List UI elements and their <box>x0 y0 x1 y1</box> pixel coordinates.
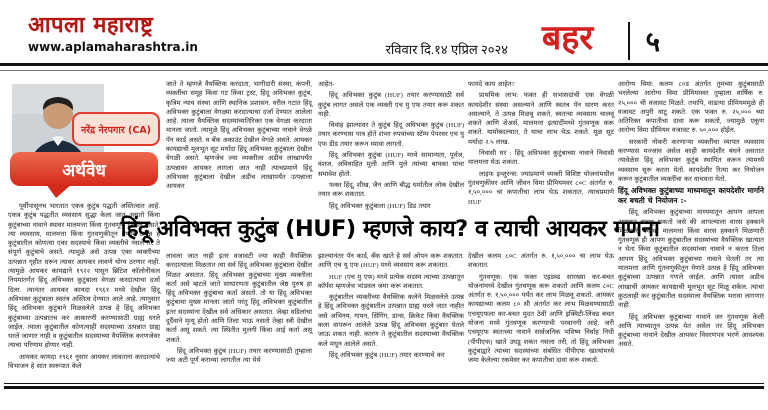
page-number: ५ <box>645 25 660 58</box>
article-column-3-top <box>318 80 464 210</box>
article-paragraph: पूर्वीपासूनच भारतात एकत्र कुटुंब पद्धती अस्तित्वात आहे. एकत्र कुटुंब पद्धतीत व्यवसाय सुद्धा केला जात असतो किंवा कुटुंबाच्या नावाने स्थावर मालमत्ता किंवा गुंतवणूक देखील असते. त्या व्यवसाय, मालमत्ता किंवा गुंतवणुकीतून येणारे उत्पन्न हे कुटुंबातील कोणत्या एका सदस्याचे किंवा व्यक्तीचे नसले तर ते संपूर्ण कुटुंबाचे असते. त्यामुळे असे उत्पन्न एका व्यक्तीच्या उत्पन्नात गृहीत धरून त्यावर आयकर लावणे योग्य ठरणार नाही. त्यामुळे आयकर कायद्याने १९२२ पासून ब्रिटिश कॉलोनीकल नियमांतर्गत हिंदू अविभक्त कुटुंबाला वेगळा करदात्याचा दर्जा दिला. त्यानंतर आयकर कायदा १९६१ मध्ये देखील हिंदू अविभक्त कुटुंबाला स्वतंत्र अस्तित्व देण्यात आले आहे. त्यानुसार हिंदू अविभक्त कुटुंबाने मिळवलेले उत्पन्न हे हिंदू अविभक्त कुटुंबाच्या उत्पन्नातच कर आकारणी करण्यासाठी ग्राह्य धरले जाईल. त्याला कुटुंबातील कोणत्याही सदस्याच्या उत्पन्नात ग्राह्य धरले जाणार नाही व कुटुंबातील सदस्याच्या वैयक्तिक करणजेवर त्याचा परिणाम होणार नाही. <box>8 203 160 350</box>
page-number-divider <box>628 22 630 60</box>
column-title-badge <box>10 152 158 186</box>
article-paragraph: लाइफ इन्शुरन्स: ज्याप्रमाणे व्यक्ती विशिष्ट योजनांमधील गुंतवणुकीवर आणि जीवन विमा प्रीमियमवर ८०C अंतर्गत रु. १,५०,००० चा कपातीचा लाभ घेऊ शकतात, त्याचप्रमाणे HUF <box>468 170 614 206</box>
article-column-2-top <box>166 80 312 204</box>
article-paragraph: हिंदू अविभक्त कुटुंबाच्या माध्यमातून आपण आपला आयकर वाचवू शकतो जसे की आपल्याला वारस हक्काने मिळणारी स्थावर मालमत्ता किंवा वारस हक्काने मिळणारी गुंतवणूक ही आपण कुटुंबातील सदस्यांच्या वैयक्तिक खात्यात न घेता किंवा कुटुंबातील सदस्यांच्या नावाने न करता तिला आपण हिंदू अविभक्त कुटुंबाच्या नावाने घेतली तर त्या मालमत्ता आणि गुंतवणुकीतून येणारे उत्पन्न हे हिंदू अविभक्त कुटुंबाच्या उत्पन्नात गणले जाईल. आणि त्यावर अडीच लाखाची आयकर कायद्याची मूलभूत सूट मिळू शकेल. त्याचा कुठलाही कर कुटुंबातील सदस्याला वैयक्तिक भरावा लागणार नाही. <box>618 209 764 310</box>
article-column-5 <box>618 80 764 383</box>
author-block <box>8 80 160 198</box>
article-paragraph: फायदे काय आहेत? <box>468 81 515 88</box>
article-paragraph: गुंतवणूक: एक फक्त एइडब्ड सारख्या कर-बचत योजनांमध्ये देखील गुंतवणूक करू शकतो आणि कलम ८०C अंतर्गत रु. १,५०,००० पर्यंत कर लाभ मिळवू शकतो. आयकर कायद्याच्या कलम ८० सी अंतर्गत कर लाभ मिळवण्यासाठी एचयूएफला कर-बचत मुदत ठेवी आणि इक्विटी-लिंक्ड बचत योजना मध्ये गुंतवणूक करण्याची परवानगी आहे. जरी एचयूएफ स्वतःच्या नावाने सार्वजनिक भविष्य निर्वाह निधी (पीपीएफ) खाते उघडू शकत नसला तरी, तो हिंदू अविभक्त कुटुंबाद्वारे त्याच्या सदस्यांच्या संबंधित पीपीएफ खात्यांमध्ये जमा केलेल्या रकमेवर कर कपातीचा दावा करू शकतो. <box>468 273 614 365</box>
article-paragraph: हिंदू अविभक्त कुटुंब (HUF) तयार करण्यासाठी तुम्हाला ज्या अटी पूर्ण कराव्या लागतील त्या येथे <box>166 347 312 365</box>
author-name-badge <box>72 112 160 146</box>
article-paragraph: हिंदू अविभक्त कुटुंबाला (HUF) डिड तयार <box>329 202 431 210</box>
masthead <box>28 14 198 54</box>
masthead-title: आपला महाराष्ट्र <box>28 13 154 38</box>
article-paragraph: कुटुंबातील व्यक्तीच्या वैयक्तिक कलेने मिळवलेले उत्पन्न हे हिंदू अविभक्त कुटुंबातील उत्पन्नात ग्राह्य धरले जात नाहीत जसे अभिनय, गायन, सिंगिंग, डान्स, क्रिकेट किंवा वैयक्तिक कला वापरून आलेले उत्पन्न हिंदू अविभक्त कुटुंबात घेतले जाऊ शकत नाही. कारण ते कुटुंबातील सदस्याच्या वैयक्तिक कले मधून आलेले असते. <box>318 294 464 348</box>
article-headline: हिंदू अविभक्त कुटुंब (HUF) म्हणजे काय? व त्याची आयकर गणना <box>166 204 614 250</box>
article-paragraph: सरकारी नोकरी करणाऱ्या व्यक्तींचा व्यापार व्यवसाय करण्यास मज्जाव असेल काही कायदेशीर बंधने असतात त्यावेळेस हिंदू अविभक्त कुटुंब स्थापित करून त्यामध्ये व्यवसाय सुरू करता येतो. कायदेशीर रित्या कर नियोजन करून कुटुंबातील व्यक्तींचा कर वाचवता येतो. <box>618 138 764 183</box>
article-column-2-bottom <box>166 252 312 383</box>
footer-rule-thick <box>4 386 764 389</box>
article-paragraph: लावला जात नाही इतर वजावटी ज्या काही वैयक्तिक करदात्याला मिळतात त्या सर्व हिंदू अविभक्त कुटुंबाला देखील मिळत असतात. हिंदू अविभक्त कुटुंबाच्या मुख्य व्यक्तीला कर्ता असे म्हटले जाते साधारणता कुटुंबातील जेष्ठ पुरुष हा हिंदू अविभक्त कुटुंबाचा कर्ता असतो. तो या हिंदू अविभक्त कुटुंबाचा मुख्य मानला जातो परंतु हिंदू अविभक्त कुटुंबातील इतर सदस्यांना देखील सर्व अधिकार असतात. जेव्हा वडिलांचा दुर्दैवाने मृत्यू होतो आणि तिला भाऊ नसतो तेव्हा स्त्री देखील कर्ता असू शकते. त्या स्थितीत मुलगी किंवा आई कर्ता असू शकते. <box>166 253 312 344</box>
column-title: अर्थवेध <box>62 160 106 181</box>
article-paragraph: झाल्यानंतर पॅन कार्ड, बँक खाते हे सर्व ओपन करू शकतात. आणि एच यु एफ (HUF) मध्ये व्यवसाय करू शकतात. <box>318 253 464 270</box>
article-column-4-bottom <box>468 252 614 383</box>
article-paragraph: फक्त हिंदू, शीख, जैन आणि बौद्ध धर्मातील लोक देखील तयार करू शकतात. <box>318 181 464 199</box>
header-rule-thin <box>0 70 768 71</box>
article-paragraph: विवाह झाल्यावर ते कुटुंब हिंदू अविभक्त कुटुंब (HUF) तयार करण्यास पात्र होते शंभर रुपयांच्या स्टॅम्प पेपरवर एच यु एफ डीड तयार करून घ्यावा लागतो. <box>318 122 464 148</box>
article-paragraph: HUF (एच यु एफ) मध्ये प्रत्येक सदस्य त्याच्या उत्पन्नातून कॉर्पस म्हणजेच भांडवल जमा करू शकतात. <box>318 273 464 290</box>
article-paragraph: आहेत- <box>318 81 335 88</box>
article-paragraph: प्राथमिक लाभ: फक्त ही सभासदांची एक वेगळी कायदेशीर संस्था असल्याने आणि स्वतंत्र पॅन धारण करत असल्याने, ते उत्पन्न मिळवू शकते, स्वतःचा व्यवसाय चालवू शकते आणि शेअर्स, मालमत्ता इत्यादींमध्ये गुंतवणूक करू शकते. यामोबदल्यात, ते याचा लाभ घेऊ शकते. मूळ सूट मर्यादा २.५ लाख. <box>468 92 614 146</box>
article-paragraph: देखील कलम ८०C अंतर्गत रु. १,५०,००० चा लाभ घेऊ शकतात. <box>468 253 614 270</box>
article-paragraph: आरोग्य विमा: कलम ८०ड अंतर्गत तुमच्या कुटुंबासाठी भरलेल्या आरोग्य विमा प्रीमियमवर तुम्हाला वार्षिक रु. २५,००० ची वजावट मिळते. तथापि, वाढत्या प्रीमियममुळे ही वजावट अपुरी वाटू शकते. एक फक्त रु. २५,००० च्या अतिरिक्त कपातीचा दावा करू शकतो, ज्यामुळे एकूण आरोग्य विमा प्रीमियम वजावट रु. ५०,००० होईल. <box>618 81 764 135</box>
article-paragraph: हिंदू अविभक्त कुटुंब (HUF) तयार करण्याचे कर <box>329 351 445 359</box>
header-rule-thick <box>0 63 768 66</box>
article-paragraph: हिंदू अविभक्त कुटुंबा (HUF) मध्ये सामान्यता, पूर्वज, वंशज, अविवाहित मुली आणि मुले त्यांच्या बायका यांचा समावेश होतो. <box>318 152 464 178</box>
article-paragraph: आयकर कायदा १९६१ नुसार आयकर लावताना करदात्यांचे विभाजन हे सात स्वरूपात केले <box>8 353 160 371</box>
speech-bubble-tail-icon <box>46 184 72 198</box>
article-column-4-top <box>468 80 614 204</box>
article-paragraph: जाते ते म्हणजे वैयक्तिक करदाता, भागीदारी संस्था, कंपनी, व्यक्तींचा समूह किंवा गट किंवा ट्रस्ट, हिंदू अविभक्त कुटुंब, कृत्रिम न्याय संस्था आणि स्थानिक प्रशासन. वरील गटात हिंदू अविभक्त कुटुंबाला वेगळ्या करदात्याचा दर्जा देण्यात आलेला आहे. त्याला वैयक्तिक सदस्यांव्यतिरिक्त एक वेगळा करदाता मानला जातो. त्यामुळे हिंदू अविभक्त कुटुंबाच्या नावाने वेगळे पॅन कार्ड असते. व बँक अकाउंट देखील वेगळे असते. आयकर कायद्याची मूलभूत सूट मर्यादा हिंदू अविभक्त कुटुंबाला देखील वेगळी असते. म्हणजेच ज्या व्यक्तीला अडीच लाखापर्यंत उत्पन्नावर आयकर लागला जात नाही त्याचप्रमाणे हिंदू अविभक्त कुटुंबाला देखील अडीच लाखापर्यंत उत्पन्नाला आयकर <box>166 81 312 191</box>
masthead-website: www.aplamaharashtra.in <box>28 40 198 54</box>
section-title: बहर <box>541 18 594 58</box>
article-paragraph: हिंदू अविभक्त कुटुंब (HUF) तयार करण्यासाठी सर्व कुटुंब लागत असले एक व्यक्ती एच यु एफ तयार करू शकत नाही. <box>318 92 464 118</box>
edition-date: रविवार दि.१४ एप्रिल २०२४ <box>385 42 508 57</box>
article-paragraph: निवासी घर : हिंदू अविभक्त कुटुंबाच्या नावाने निवासी मालमत्ता घेऊ शकता. <box>468 150 614 167</box>
footer-rule-thin <box>4 383 764 384</box>
article-subheading: हिंदू अविभक्त कुटुंबाच्या माध्यमातून कायदेशीर मार्गाने कर बचती चे नियोजन :- <box>618 186 764 206</box>
article-paragraph: हिंदू अविभक्त कुटुंबाच्या नावाने जर गुंतवणूक केली आणि त्याच्यातून उत्पन्न येत असेल तर हिंदू अविभक्त कुटुंबाच्या नावाने देखील आयकर विवरणपत्र भरणे आवश्यक असते. <box>618 313 764 349</box>
author-name: नरेंद्र नेरपगार (CA) <box>80 124 152 136</box>
article-column-3-bottom <box>318 252 464 383</box>
